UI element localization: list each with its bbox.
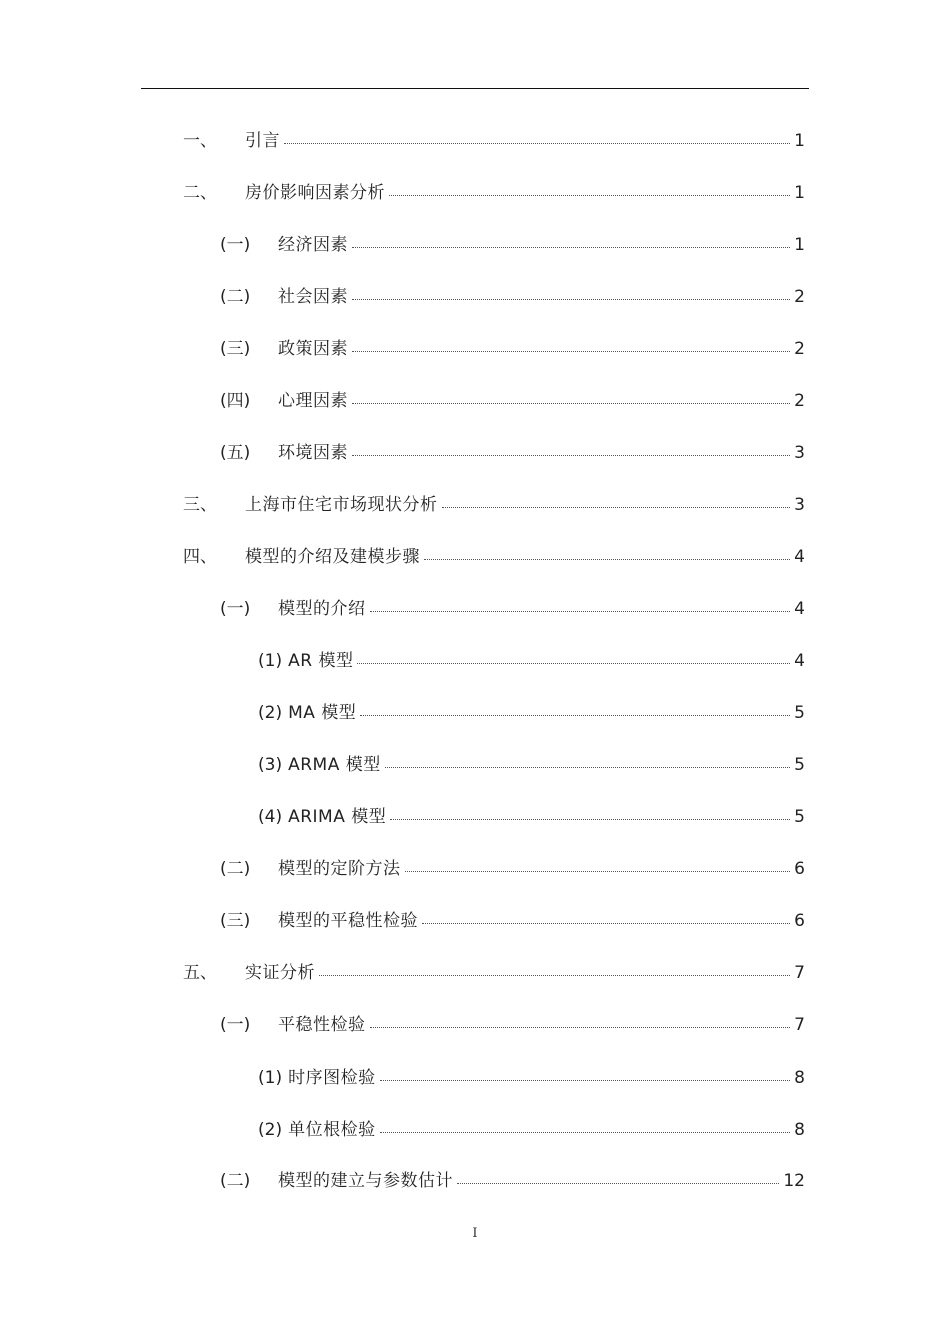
toc-entry-arma-model[interactable] <box>258 753 805 777</box>
toc-marker: 四、 <box>183 547 217 567</box>
toc-page-number: 3 <box>794 443 805 463</box>
toc-marker: 三、 <box>183 495 217 515</box>
toc-marker: (二) <box>220 859 251 879</box>
toc-page-number: 7 <box>794 963 805 983</box>
toc-title: 上海市住宅市场现状分析 <box>245 495 438 515</box>
toc-entry-model-stationarity-test[interactable] <box>220 909 805 933</box>
toc-entry-model-intro-steps[interactable] <box>183 545 805 569</box>
toc-entry-arima-model[interactable] <box>258 805 805 829</box>
toc-page-number: 6 <box>794 859 805 879</box>
toc-page-number: 2 <box>794 339 805 359</box>
toc-entry-unit-root-test[interactable] <box>258 1118 805 1142</box>
toc-title: 模型的介绍 <box>278 599 366 619</box>
toc-marker: 五、 <box>183 963 217 983</box>
toc-page-number: 12 <box>783 1171 805 1191</box>
toc-page-number: 2 <box>794 391 805 411</box>
dot-leader <box>380 1080 791 1081</box>
dot-leader <box>370 1027 791 1028</box>
toc-marker: (2) <box>258 1120 283 1140</box>
toc-marker: (五) <box>220 443 251 463</box>
toc-entry-model-intro[interactable] <box>220 597 805 621</box>
toc-title: 模型的定阶方法 <box>278 859 401 879</box>
dot-leader <box>352 299 790 300</box>
dot-leader <box>422 923 790 924</box>
toc-page-number: 4 <box>794 547 805 567</box>
toc-page-number: 1 <box>794 235 805 255</box>
toc-title: ARMA 模型 <box>288 755 381 775</box>
toc-title: 单位根检验 <box>288 1120 376 1140</box>
toc-title: 心理因素 <box>278 391 348 411</box>
toc-marker: (二) <box>220 1171 251 1191</box>
toc-entry-ar-model[interactable] <box>258 649 805 673</box>
toc-entry-psychological-factors[interactable] <box>220 389 805 413</box>
toc-marker: (一) <box>220 235 251 255</box>
dot-leader <box>319 975 790 976</box>
toc-entry-shanghai-market[interactable] <box>183 493 805 517</box>
dot-leader <box>360 715 790 716</box>
toc-page-number: 8 <box>794 1120 805 1140</box>
toc-title: 时序图检验 <box>288 1068 376 1088</box>
toc-title: 经济因素 <box>278 235 348 255</box>
toc-entry-empirical-analysis[interactable] <box>183 961 805 985</box>
dot-leader <box>424 559 790 560</box>
dot-leader <box>457 1183 779 1184</box>
toc-marker: (3) <box>258 755 283 775</box>
dot-leader <box>352 247 790 248</box>
toc-page-number: 8 <box>794 1068 805 1088</box>
toc-title: 模型的介绍及建模步骤 <box>245 547 420 567</box>
toc-page-number: 2 <box>794 287 805 307</box>
dot-leader <box>389 195 790 196</box>
dot-leader <box>352 455 790 456</box>
toc-marker: (1) <box>258 651 283 671</box>
dot-leader <box>370 611 791 612</box>
toc-entry-economic-factors[interactable] <box>220 233 805 257</box>
toc-entry-introduction[interactable] <box>183 129 805 153</box>
toc-title: AR 模型 <box>288 651 354 671</box>
toc-title: 引言 <box>245 131 280 151</box>
toc-entry-environmental-factors[interactable] <box>220 441 805 465</box>
footer-page-number: I <box>472 1226 478 1241</box>
toc-marker: (三) <box>220 339 251 359</box>
toc-entry-policy-factors[interactable] <box>220 337 805 361</box>
dot-leader <box>352 351 790 352</box>
toc-page-number: 1 <box>794 131 805 151</box>
toc-page-number: 4 <box>794 651 805 671</box>
toc-title: 实证分析 <box>245 963 315 983</box>
toc-marker: (二) <box>220 287 251 307</box>
toc-page-number: 4 <box>794 599 805 619</box>
toc-title: 模型的平稳性检验 <box>278 911 418 931</box>
toc-marker: (一) <box>220 1015 251 1035</box>
toc-entry-social-factors[interactable] <box>220 285 805 309</box>
dot-leader <box>442 507 791 508</box>
toc-title: 社会因素 <box>278 287 348 307</box>
toc-marker: (四) <box>220 391 251 411</box>
toc-page-number: 5 <box>794 703 805 723</box>
dot-leader <box>390 819 790 820</box>
toc-title: 模型的建立与参数估计 <box>278 1171 453 1191</box>
toc-page-number: 1 <box>794 183 805 203</box>
toc-page-number: 5 <box>794 755 805 775</box>
toc-marker: (三) <box>220 911 251 931</box>
dot-leader <box>380 1132 791 1133</box>
toc-page-number: 7 <box>794 1015 805 1035</box>
toc-marker: (一) <box>220 599 251 619</box>
dot-leader <box>352 403 790 404</box>
toc-page-number: 3 <box>794 495 805 515</box>
toc-page-number: 5 <box>794 807 805 827</box>
toc-page-number: 6 <box>794 911 805 931</box>
toc-marker: 一、 <box>183 131 217 151</box>
dot-leader <box>405 871 791 872</box>
dot-leader <box>284 143 790 144</box>
toc-marker: 二、 <box>183 183 217 203</box>
toc-marker: (1) <box>258 1068 283 1088</box>
toc-title: ARIMA 模型 <box>288 807 387 827</box>
toc-entry-order-determination[interactable] <box>220 857 805 881</box>
toc-title: 平稳性检验 <box>278 1015 366 1035</box>
toc-marker: (4) <box>258 807 283 827</box>
toc-title: 房价影响因素分析 <box>245 183 385 203</box>
toc-marker: (2) <box>258 703 283 723</box>
toc-entry-time-series-plot-test[interactable] <box>258 1066 805 1090</box>
toc-title: 环境因素 <box>278 443 348 463</box>
toc-title: MA 模型 <box>288 703 357 723</box>
toc-entry-ma-model[interactable] <box>258 701 805 725</box>
toc-entry-model-estimation[interactable] <box>220 1169 805 1193</box>
toc-title: 政策因素 <box>278 339 348 359</box>
dot-leader <box>385 767 790 768</box>
toc-entry-stationarity-test[interactable] <box>220 1013 805 1037</box>
dot-leader <box>357 663 790 664</box>
toc-entry-price-factors[interactable] <box>183 181 805 205</box>
